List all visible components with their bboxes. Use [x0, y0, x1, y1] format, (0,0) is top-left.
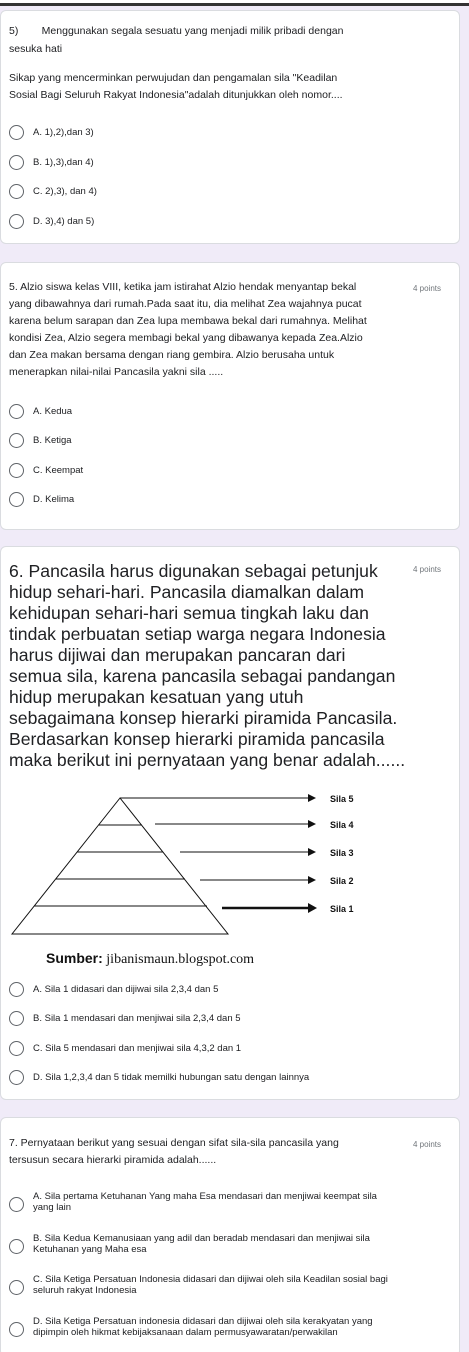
option-c[interactable]: [9, 184, 97, 199]
radio-button[interactable]: [9, 1280, 24, 1295]
option-d[interactable]: [9, 214, 94, 229]
option-c[interactable]: [9, 1041, 241, 1056]
option-c[interactable]: [9, 1274, 388, 1296]
question-text-line-9: Berdasarkan konsep hierarki piramida pancasila: [9, 729, 385, 749]
points-label: 4 points: [412, 565, 441, 574]
option-label: D. Sila 1,2,3,4 dan 5 tidak memilki hubungan satu dengan lainnya: [33, 1072, 310, 1083]
radio-button[interactable]: [9, 1239, 24, 1254]
option-c[interactable]: [9, 463, 83, 478]
option-label: [33, 1191, 377, 1213]
question-text-line-5: harus dijiwai dan merupakan pancaran dari: [9, 645, 346, 665]
pyramid-outline: [12, 798, 228, 934]
question-text-line-6: menerapkan nilai-nilai Pancasila yakni sila .....: [9, 366, 224, 378]
question-text-line-2: Sosial Bagi Seluruh Rakyat Indonesia"adalah ditunjukkan oleh nomor....: [9, 89, 343, 101]
option-line-2: Ketuhanan yang Maha esa: [33, 1244, 147, 1255]
option-b[interactable]: [9, 433, 72, 448]
option-b[interactable]: [9, 155, 94, 170]
question-text-line-3: kehidupan sehari-hari semua tingkah laku dan: [9, 603, 369, 623]
option-label: C. 2),3), dan 4): [33, 186, 97, 197]
option-line-2: seluruh rakyat Indonesia: [33, 1285, 137, 1296]
arrow-head-3: [308, 848, 316, 856]
radio-button[interactable]: [9, 1070, 24, 1085]
option-b[interactable]: [9, 1011, 241, 1026]
question-text-line-10: maka berikut ini pernyataan yang benar adalah......: [9, 750, 406, 770]
option-label: A. 1),2),dan 3): [33, 127, 94, 138]
radio-button[interactable]: [9, 982, 24, 997]
option-label: B. Sila 1 mendasari dan menjiwai sila 2,3,4 dan 5: [33, 1013, 241, 1024]
option-a[interactable]: [9, 982, 218, 997]
radio-button[interactable]: [9, 155, 24, 170]
question-header-line-1: 5) Menggunakan segala sesuatu yang menjadi milik pribadi dengan: [9, 25, 344, 37]
option-line-1: A. Sila pertama Ketuhanan Yang maha Esa mendasari dan menjiwai keempat sila: [33, 1191, 377, 1202]
arrow-head-1: [308, 903, 317, 913]
question-text-line-5: dan Zea makan bersama dengan riang gembira. Alzio berusaha untuk: [9, 349, 335, 361]
radio-button[interactable]: [9, 214, 24, 229]
option-line-1: B. Sila Kedua Kemanusiaan yang adil dan beradab mendasari dan menjiwai sila: [33, 1233, 370, 1244]
option-d[interactable]: [9, 1316, 373, 1338]
radio-button[interactable]: [9, 184, 24, 199]
option-line-1: D. Sila Ketiga Persatuan indonesia didasari dan dijiwai oleh sila kerakyatan yang: [33, 1316, 373, 1327]
caption-source: jibanismaun.blogspot.com: [102, 952, 255, 967]
option-label: C. Keempat: [33, 465, 84, 476]
question-text-line-2: yang dibawahnya dari rumah.Pada saat itu, dia melihat Zea wajahnya pucat: [9, 298, 362, 310]
question-text-line-1: 5. Alzio siswa kelas VIII, ketika jam istirahat Alzio hendak menyantap bekal: [9, 281, 357, 293]
option-a[interactable]: [9, 404, 72, 419]
question-card-5: [0, 10, 460, 244]
option-d[interactable]: [9, 492, 74, 507]
option-b[interactable]: [9, 1233, 370, 1255]
arrow-head-5: [308, 794, 316, 802]
question-text-line-1: 7. Pernyataan berikut yang sesuai dengan sifat sila-sila pancasila yang: [9, 1137, 339, 1149]
pyramid-label-sila-5: Sila 5: [330, 794, 354, 804]
question-header-line-2: sesuka hati: [9, 43, 63, 55]
question-text-line-4: kondisi Zea, Alzio segera membagi bekal yang dibawanya kepada Zea.Alzio: [9, 332, 363, 344]
option-d[interactable]: [9, 1070, 309, 1085]
radio-button[interactable]: [9, 1041, 24, 1056]
points-label: 4 points: [412, 284, 441, 293]
option-label: B. Ketiga: [33, 435, 72, 446]
question-card-alzio: [0, 262, 460, 530]
question-text-line-2: hidup sehari-hari. Pancasila diamalkan dalam: [9, 582, 365, 602]
option-line-2: dipimpin oleh hikmat kebijaksanaan dalam permusyawaratan/perwakilan: [33, 1327, 338, 1338]
option-label: C. Sila 5 mendasari dan menjiwai sila 4,3,2 dan 1: [33, 1043, 242, 1054]
option-label: D. Kelima: [33, 494, 75, 505]
arrow-head-2: [308, 876, 316, 884]
option-a[interactable]: [9, 125, 94, 140]
radio-button[interactable]: [9, 433, 24, 448]
radio-button[interactable]: [9, 1197, 24, 1212]
option-label: A. Sila 1 didasari dan dijiwai sila 2,3,4 dan 5: [33, 984, 219, 995]
question-text-line-6: semua sila, karena pancasila sebagai pandangan: [9, 666, 396, 686]
question-text-line-4: tindak perbuatan setiap warga negara Indonesia: [9, 624, 386, 644]
pyramid-label-sila-2: Sila 2: [330, 876, 354, 886]
option-line-2: yang lain: [33, 1202, 72, 1213]
option-label: A. Kedua: [33, 406, 73, 417]
radio-button[interactable]: [9, 492, 24, 507]
option-label: [33, 1316, 373, 1338]
option-label: [33, 1233, 370, 1255]
radio-button[interactable]: [9, 1322, 24, 1337]
option-label: [33, 1274, 388, 1296]
pyramid-label-sila-1: Sila 1: [330, 904, 354, 914]
option-label: B. 1),3),dan 4): [33, 157, 94, 168]
option-label: D. 3),4) dan 5): [33, 216, 95, 227]
image-caption: [46, 950, 254, 968]
pyramid-label-sila-3: Sila 3: [330, 848, 354, 858]
option-line-1: C. Sila Ketiga Persatuan Indonesia didasari dan dijiwai oleh sila Keadilan sosial bagi: [33, 1274, 388, 1285]
radio-button[interactable]: [9, 125, 24, 140]
top-scroll-strip: [0, 0, 469, 6]
question-text-line-1: Sikap yang mencerminkan perwujudan dan pengamalan sila "Keadilan: [9, 72, 338, 84]
points-label: 4 points: [412, 1140, 441, 1149]
arrow-head-4: [308, 820, 316, 828]
option-a[interactable]: [9, 1191, 377, 1213]
pyramid-svg: [0, 792, 460, 952]
question-text-line-2: tersusun secara hierarki piramida adalah......: [9, 1154, 217, 1166]
question-card-hierarki: [0, 1117, 460, 1352]
top-divider: [0, 3, 469, 6]
question-text-line-7: hidup merupakan kesatuan yang utuh: [9, 687, 304, 707]
question-text-line-1: 6. Pancasila harus digunakan sebagai petunjuk: [9, 561, 378, 581]
radio-button[interactable]: [9, 463, 24, 478]
radio-button[interactable]: [9, 1011, 24, 1026]
pyramid-label-sila-4: Sila 4: [330, 820, 354, 830]
caption-label: Sumber:: [46, 950, 103, 966]
pyramid-diagram: [0, 792, 460, 952]
question-text-line-8: sebagaimana konsep hierarki piramida Pancasila.: [9, 708, 398, 728]
radio-button[interactable]: [9, 404, 24, 419]
question-text-line-3: karena belum sarapan dan Zea lupa membawa bekal dari rumahnya. Melihat: [9, 315, 367, 327]
